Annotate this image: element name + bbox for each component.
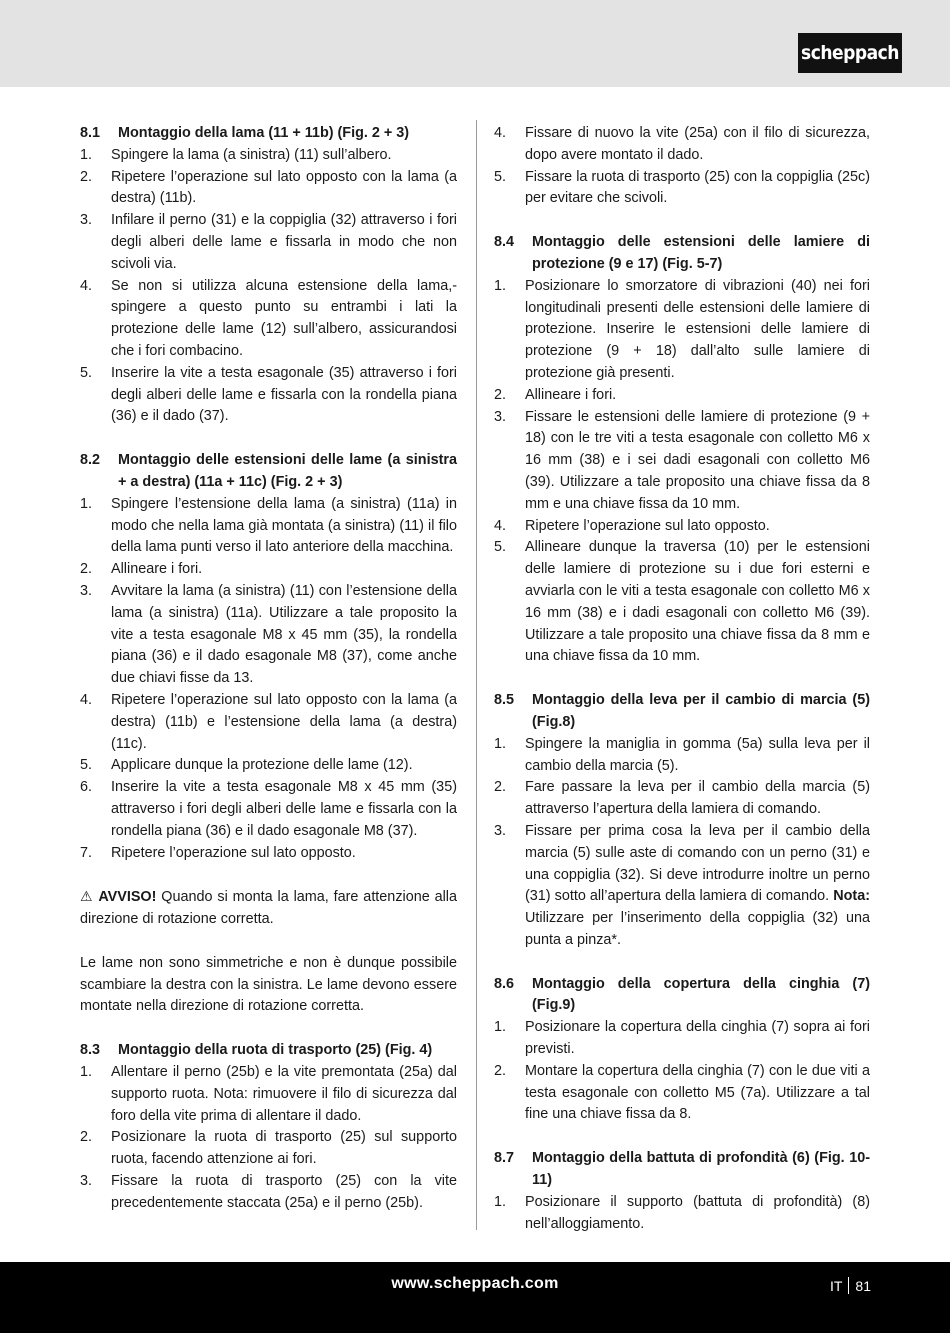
step-text: [525, 821, 870, 952]
step-text: Posizionare lo smorzatore di vibrazioni (40) nei fori longitudinali presenti delle estensioni delle lamiere di protezione. Inserire le estensioni delle lamiere di protezione (9 + 18) dall’alto sulle lamiere di protezione già presenti.: [525, 277, 870, 381]
section-number: 8.3: [80, 1042, 101, 1059]
section-title-8-5: [494, 690, 870, 734]
step-text: Ripetere l’operazione sul lato opposto.: [525, 517, 770, 534]
section-heading: Montaggio delle estensioni delle lame (a sinistra + a destra) (11a + 11c) (Fig. 2 + 3): [118, 452, 457, 490]
spacer: [494, 952, 870, 974]
step-text: Fissare le estensioni delle lamiere di protezione (9 + 18) con le tre viti a testa esagonale con colletto M6 x 16 mm (38) e i sei dadi esagonali con colletto M6 (39). Utilizzare a tale proposito una chiave fissa da 8 mm e una chiave fissa da 10 mm.: [525, 408, 870, 512]
steps-list-8-3: [80, 1062, 457, 1215]
column-divider: [476, 120, 477, 1230]
spacer: [80, 428, 457, 450]
step-item: [494, 777, 870, 821]
step-number: 1.: [494, 277, 507, 294]
footer-bar: [0, 1262, 950, 1333]
step-text: Ripetere l’operazione sul lato opposto.: [111, 844, 356, 861]
section-title-8-7: [494, 1148, 870, 1192]
step-text: Ripetere l’operazione sul lato opposto con la lama (a destra) (11b) e l’estensione della lama (a destra) (11c).: [111, 691, 457, 752]
steps-list-8-4: [494, 276, 870, 668]
step-text: Fissare la ruota di trasporto (25) con la vite precedentemente staccata (25a) e il perno (25b).: [111, 1173, 457, 1211]
step-text-main: Fissare per prima cosa la leva per il cambio della marcia (5) sulle aste di comando con un perno (31) e una coppiglia (32). Si deve introdurre inoltre un perno (31) sotto all’apertura della lamiera di comando.: [525, 822, 870, 905]
warning-label: AVVISO!: [98, 889, 157, 906]
section-heading: Montaggio della ruota di trasporto (25) (Fig. 4): [118, 1042, 433, 1059]
section-number: 8.4: [494, 234, 515, 251]
section-title-8-1: [80, 123, 457, 145]
section-number: 8.1: [80, 125, 101, 141]
section-heading: Montaggio della battuta di profondità (6) (Fig. 10-11): [532, 1150, 870, 1189]
step-text: Posizionare la copertura della cinghia (7) sopra ai fori previsti.: [525, 1019, 870, 1058]
step-text: Allineare dunque la traversa (10) per le estensioni delle lamiere di protezione su i due fori esterni e avviarla con le viti a testa esagonale con colletto M6 x 16 mm (38) e i dadi esagonali con colletto M6 (39). Utilizzare a tale proposito una chiave fissa da 8 mm e una chiave fissa da 10 mm.: [525, 539, 870, 665]
step-number: 4.: [80, 691, 93, 708]
step-number: 3.: [494, 822, 507, 839]
right-column: [494, 123, 870, 1235]
step-text: Spingere l’estensione della lama (a sinistra) (11a) in modo che nella lama già montata (a sinistra) (11) il filo della lama punti verso il lato anteriore della macchina.: [111, 495, 457, 556]
step-item: [80, 145, 457, 167]
spacer: [494, 668, 870, 690]
step-item: [80, 363, 457, 428]
step-text: Ripetere l’operazione sul lato opposto con la lama (a destra) (11b).: [111, 168, 457, 207]
section-number: 8.2: [80, 452, 101, 469]
step-number: 1.: [494, 1019, 507, 1036]
step-item: [494, 537, 870, 668]
step-item: [494, 167, 870, 211]
step-number: 1.: [494, 735, 507, 752]
section-heading: Montaggio delle estensioni delle lamiere di protezione (9 e 17) (Fig. 5-7): [532, 234, 870, 272]
step-text: Allineare i fori.: [111, 561, 203, 578]
step-number: 2.: [80, 1129, 93, 1146]
step-item: [80, 1171, 457, 1215]
step-item: [80, 494, 457, 559]
step-number: 2.: [494, 1062, 507, 1079]
step-number: 3.: [494, 408, 507, 425]
section-number: 8.7: [494, 1150, 515, 1167]
step-number: 4.: [494, 517, 507, 534]
steps-list-8-1: [80, 145, 457, 428]
step-item: [80, 755, 457, 777]
step-item: [80, 559, 457, 581]
step-item: [494, 1017, 870, 1061]
step-text: Montare la copertura della cinghia (7) con le due viti a testa esagonale con colletto M5 (7a). Utilizzare a tal fine una chiave fissa da 8.: [525, 1062, 870, 1123]
step-item: [494, 821, 870, 952]
step-number: 7.: [80, 844, 93, 861]
steps-list-8-6: [494, 1017, 870, 1126]
brand-logo: scheppach: [798, 33, 902, 73]
warning-paragraph: [80, 886, 457, 931]
spacer: [494, 1126, 870, 1148]
step-text: Spingere la lama (a sinistra) (11) sull’albero.: [111, 146, 392, 163]
step-item: [80, 777, 457, 842]
nota-text: Utilizzare per l’inserimento della coppiglia (32) una punta a pinza*.: [525, 910, 870, 948]
website-link[interactable]: www.scheppach.com: [391, 1275, 559, 1292]
step-text: Posizionare il supporto (battuta di profondità) (8) nell’alloggiamento.: [525, 1193, 870, 1232]
section-heading: Montaggio della leva per il cambio di marcia (5) (Fig.8): [532, 692, 870, 730]
step-item: [494, 734, 870, 778]
step-text: Inserire la vite a testa esagonale (35) attraverso i fori degli alberi delle lame e fissarla con la rondella piana (36) e il dado (37).: [111, 364, 457, 425]
step-number: 3.: [80, 1173, 93, 1190]
step-number: 1.: [494, 1193, 507, 1210]
section-title-8-4: [494, 232, 870, 276]
step-number: 5.: [80, 364, 93, 381]
section-number: 8.5: [494, 692, 515, 709]
step-text: Avvitare la lama (a sinistra) (11) con l’estensione della lama (a sinistra) (11a). Utilizzare a tale proposito la vite a testa esagonale M8 x 45 mm (35), la rondella piana (36) e il dado esagonale M8 (37), come anche due chiavi fisse da 13.: [111, 582, 457, 687]
step-text: Posizionare la ruota di trasporto (25) sul supporto ruota, facendo attenzione ai fori.: [111, 1129, 457, 1168]
step-item: [80, 581, 457, 690]
step-number: 2.: [80, 168, 93, 185]
step-number: 2.: [494, 779, 507, 796]
step-item: [80, 210, 457, 275]
step-item: [494, 123, 870, 167]
language-code: IT: [829, 1277, 843, 1294]
step-item: [494, 385, 870, 407]
warning-triangle-icon: ⚠: [80, 888, 94, 905]
step-text: Inserire la vite a testa esagonale M8 x 45 mm (35) attraverso i fori degli alberi delle lame e fissarla con la rondella piana (36) e il dado esagonale M8 (37).: [111, 779, 457, 839]
section-title-8-6: [494, 974, 870, 1018]
step-number: 1.: [80, 1064, 93, 1081]
step-text: Fissare di nuovo la vite (25a) con il filo di sicurezza, dopo avere montato il dado.: [525, 125, 870, 163]
page-number: 81: [855, 1277, 871, 1294]
steps-list-8-7: [494, 1192, 870, 1236]
step-item: [494, 407, 870, 516]
step-item: [80, 1062, 457, 1127]
step-number: 5.: [80, 757, 93, 774]
step-number: 1.: [80, 146, 93, 163]
section-heading: Montaggio della copertura della cinghia (7) (Fig.9): [532, 975, 870, 1014]
step-number: 6.: [80, 779, 93, 796]
step-item: [80, 167, 457, 211]
step-item: [494, 516, 870, 538]
page-separator: [848, 1277, 849, 1294]
spacer: [80, 931, 457, 953]
spacer: [80, 1018, 457, 1040]
step-text: Fissare la ruota di trasporto (25) con la coppiglia (25c) per evitare che scivoli.: [525, 168, 870, 207]
section-title-8-3: [80, 1040, 457, 1062]
section-title-8-2: [80, 450, 457, 494]
step-text: Spingere la maniglia in gomma (5a) sulla leva per il cambio della marcia (5).: [525, 735, 870, 774]
page-indicator: [830, 1277, 871, 1294]
warning-text: Quando si monta la lama, fare attenzione alla direzione di rotazione corretta.: [80, 889, 457, 928]
steps-list-8-3-continued: [494, 123, 870, 210]
section-heading: Montaggio della lama (11 + 11b) (Fig. 2 + 3): [118, 125, 410, 141]
step-item: [494, 1061, 870, 1126]
step-item: [80, 690, 457, 755]
section-number: 8.6: [494, 975, 515, 992]
note-paragraph: Le lame non sono simmetriche e non è dunque possibile scambiare la destra con la sinistra. Le lame devono essere montate nella direzione di rotazione corretta.: [80, 954, 457, 1015]
step-item: [494, 1192, 870, 1236]
step-number: 1.: [80, 495, 93, 512]
left-column: [80, 123, 457, 1215]
step-text: Allentare il perno (25b) e la vite premontata (25a) dal supporto ruota. Nota: rimuovere il filo di sicurezza dal foro della vite prima di allentare il dado.: [111, 1064, 457, 1124]
step-number: 4.: [80, 277, 93, 294]
step-text: Se non si utilizza alcuna estensione della lama,- spingere a questo punto su entrambi i lati la protezione delle lame (12) sull’albero, assicurandosi che i fori combacino.: [111, 277, 457, 359]
step-number: 4.: [494, 125, 507, 141]
spacer: [80, 864, 457, 886]
steps-list-8-5: [494, 734, 870, 952]
step-text: Allineare i fori.: [525, 386, 617, 403]
step-number: 5.: [494, 539, 507, 556]
step-number: 3.: [80, 212, 93, 229]
step-text: Applicare dunque la protezione delle lame (12).: [111, 757, 413, 774]
step-item: [80, 276, 457, 363]
spacer: [494, 210, 870, 232]
step-number: 3.: [80, 582, 93, 599]
step-number: 2.: [494, 386, 507, 403]
step-number: 5.: [494, 168, 507, 185]
step-item: [494, 276, 870, 385]
step-number: 2.: [80, 561, 93, 578]
nota-label: Nota:: [833, 888, 871, 905]
step-item: [80, 843, 457, 865]
step-text: Infilare il perno (31) e la coppiglia (32) attraverso i fori degli alberi delle lame e fissarla in modo che non scivoli via.: [111, 212, 457, 272]
steps-list-8-2: [80, 494, 457, 865]
step-item: [80, 1127, 457, 1171]
step-text: Fare passare la leva per il cambio della marcia (5) attraverso l’apertura della lamiera di comando.: [525, 779, 870, 818]
